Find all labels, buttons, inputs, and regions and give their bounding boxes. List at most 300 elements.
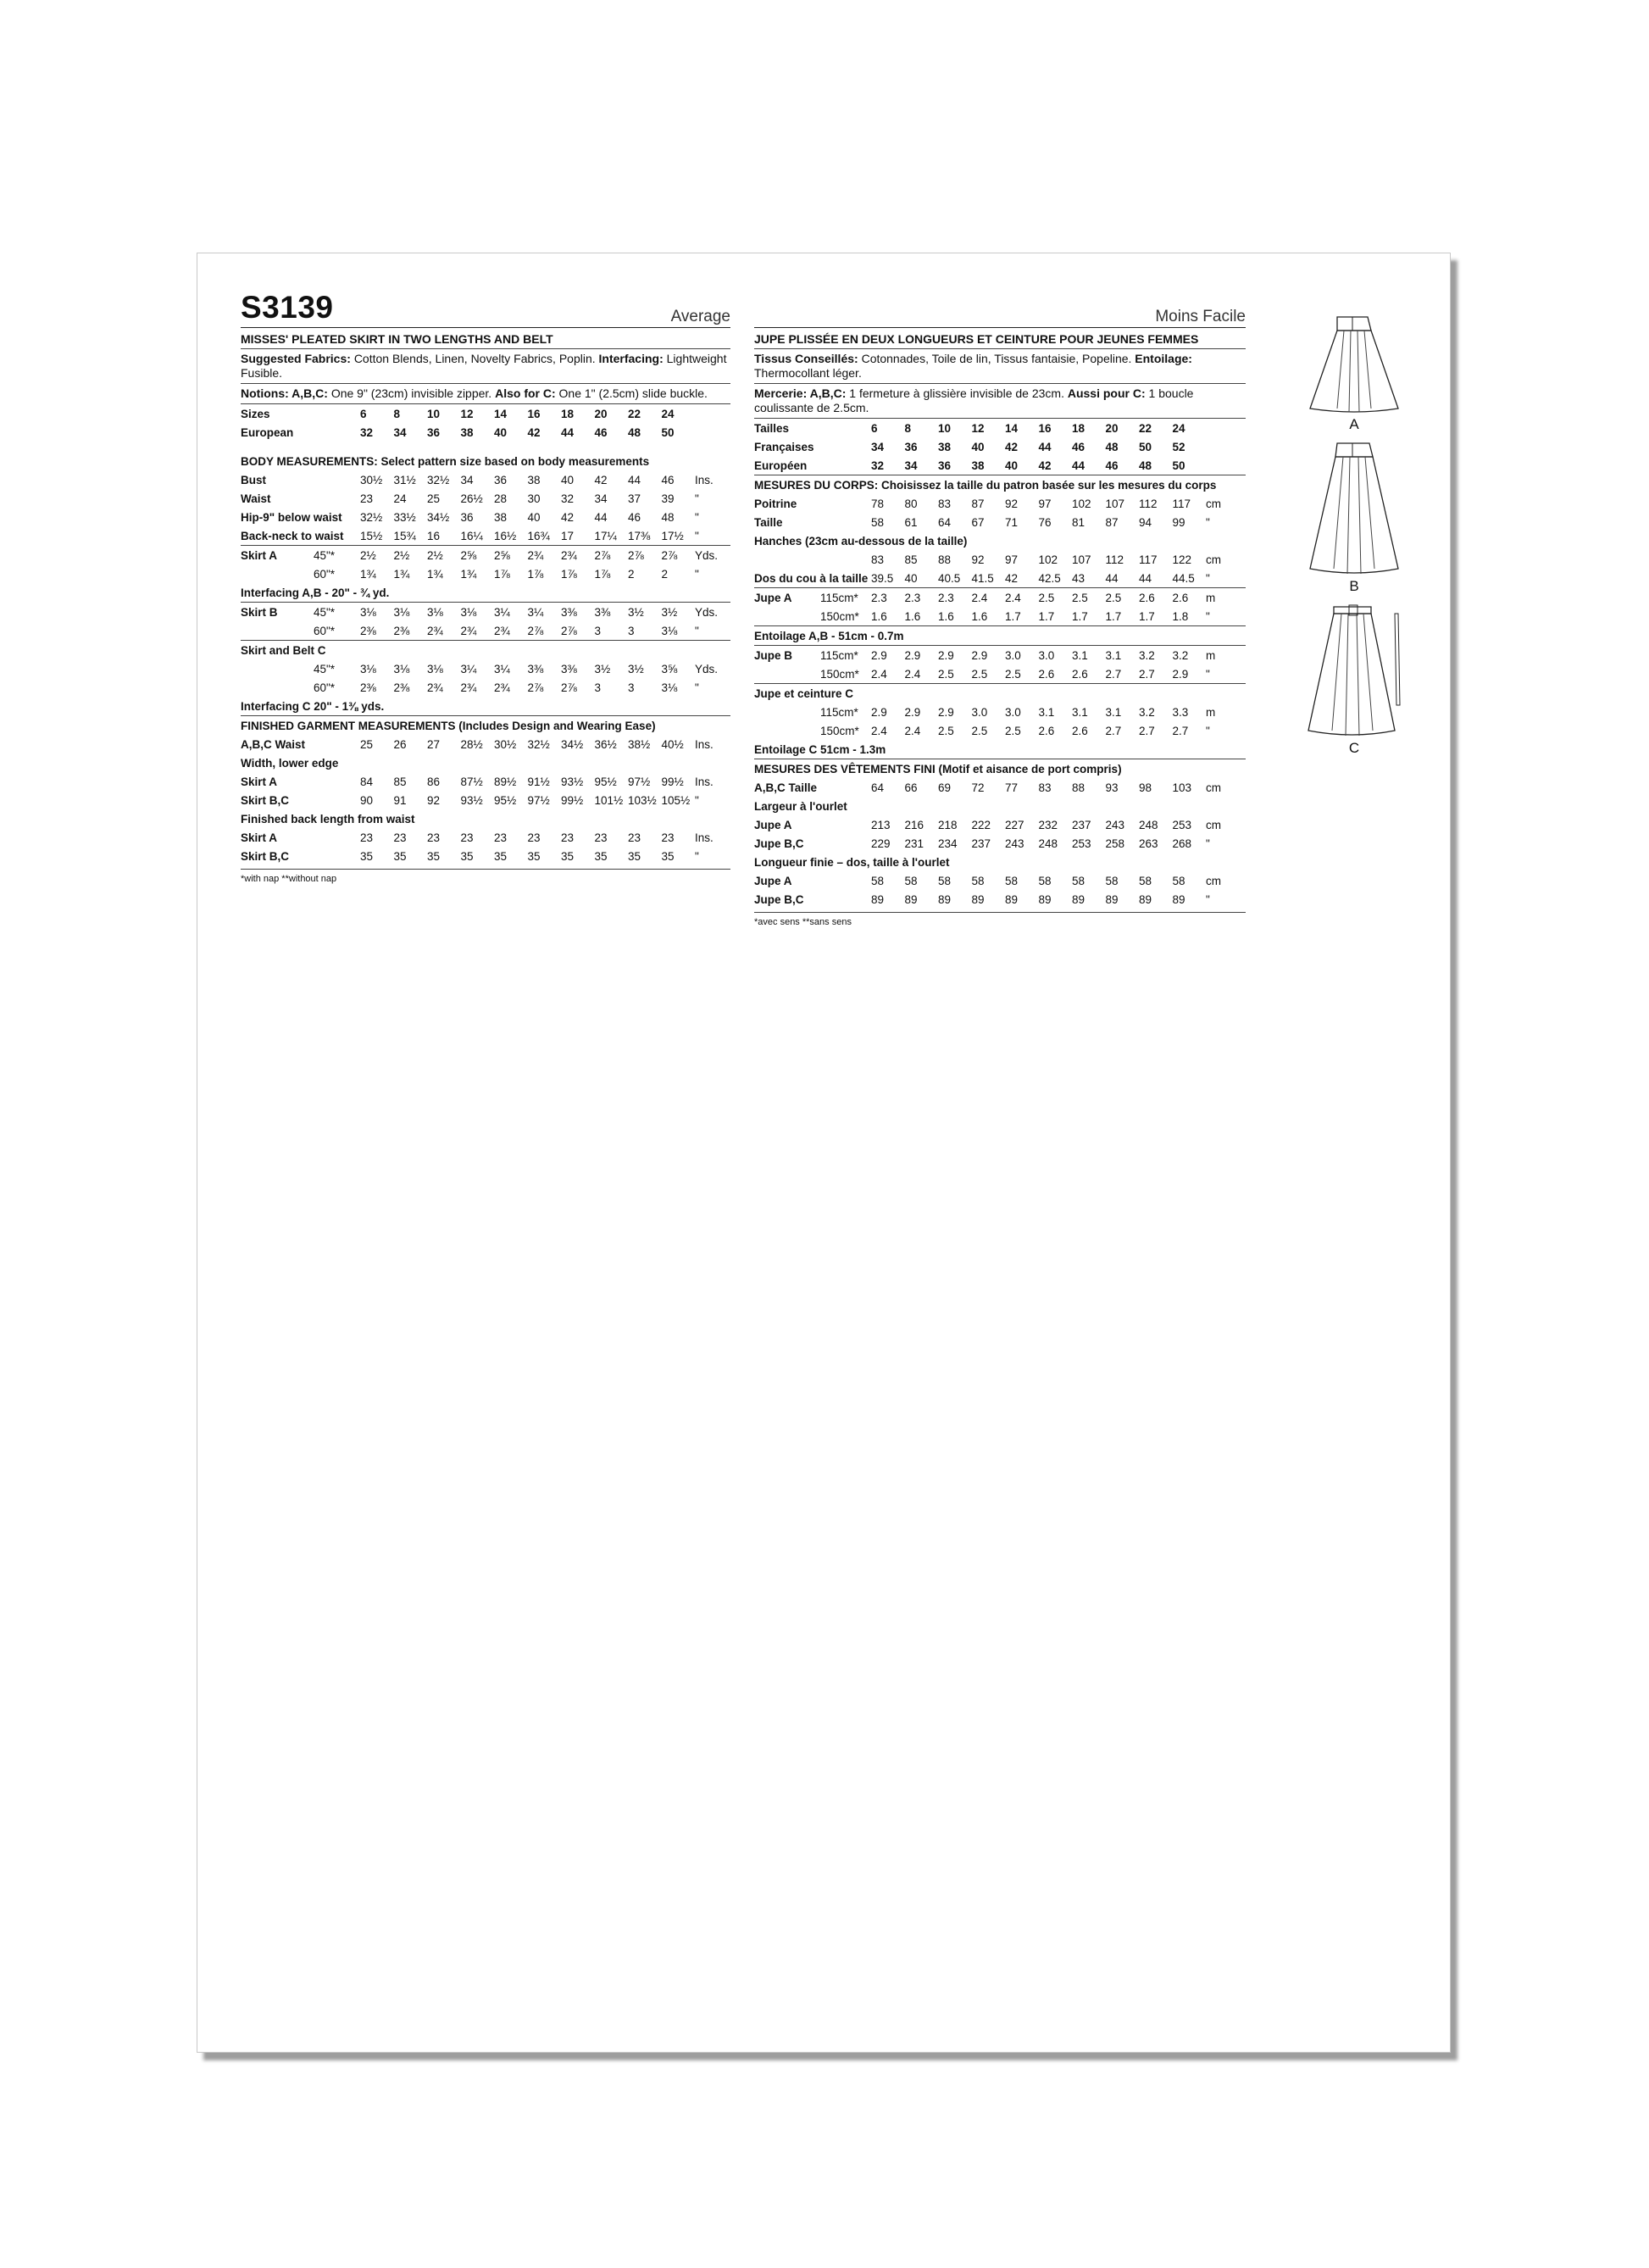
size-value: 44 <box>1139 571 1152 585</box>
unit: m <box>1206 588 1246 608</box>
size-value: 48 <box>1139 459 1152 472</box>
row-label: A,B,C Taille <box>754 781 818 794</box>
size-value: 1.8 <box>1172 609 1189 623</box>
fabric-width: 45"* <box>314 546 360 565</box>
unit: Yds. <box>695 603 730 622</box>
size-value: 248 <box>1038 837 1058 850</box>
size-value: 3.0 <box>1005 705 1021 719</box>
unit: Ins. <box>695 831 713 844</box>
table-row <box>754 437 1246 456</box>
table-row <box>241 678 730 697</box>
size-value: 3.1 <box>1072 646 1106 665</box>
view-a-label: A <box>1349 416 1359 432</box>
size-value: 2¾ <box>494 624 510 637</box>
size-value: 38 <box>494 510 508 524</box>
size-value: 35 <box>661 849 675 863</box>
table-row <box>754 759 1246 779</box>
size-value: 42 <box>1005 440 1019 453</box>
size-value: 38½ <box>628 737 651 751</box>
pattern-title: MISSES' PLEATED SKIRT IN TWO LENGTHS AND BELT <box>241 328 730 349</box>
size-value: 2⅜ <box>360 624 376 637</box>
pattern-code: S3139 <box>241 290 334 325</box>
size-value: 69 <box>938 781 952 794</box>
size-value: 46 <box>1105 459 1119 472</box>
size-value: 10 <box>938 421 952 435</box>
section-heading: Hanches (23cm au-dessous de la taille) <box>754 534 968 548</box>
table-row <box>241 791 730 809</box>
size-value: 88 <box>938 553 952 566</box>
size-value: 16¾ <box>527 529 550 542</box>
size-value: 1.7 <box>1005 609 1021 623</box>
size-value: 91½ <box>527 775 550 788</box>
unit: " <box>695 849 699 863</box>
size-value: 2.4 <box>972 588 1006 608</box>
size-value: 6 <box>871 421 878 435</box>
row-label: Poitrine <box>754 497 797 510</box>
size-value: 3.2 <box>1173 646 1207 665</box>
size-value: 1.7 <box>1139 609 1155 623</box>
table-row <box>241 828 730 847</box>
size-value: 35 <box>494 849 508 863</box>
size-value: 227 <box>1005 818 1024 831</box>
size-value: 34½ <box>427 510 450 524</box>
unit: " <box>1206 667 1210 681</box>
size-value: 3 <box>628 624 635 637</box>
notions-also-label: Also for C: <box>495 386 556 400</box>
size-value: 46 <box>661 473 675 486</box>
size-value: 66 <box>904 781 918 794</box>
size-value: 40½ <box>661 737 684 751</box>
fabric-width <box>314 847 360 865</box>
size-value: 2 <box>628 567 635 581</box>
size-value: 3¼ <box>494 662 510 675</box>
size-value: 89 <box>1038 892 1052 906</box>
size-value: 48 <box>661 510 675 524</box>
size-value: 2.6 <box>1139 588 1173 608</box>
fabric-width <box>314 772 360 791</box>
size-value: 1.6 <box>971 609 988 623</box>
size-value: 52 <box>1172 440 1185 453</box>
size-value: 232 <box>1038 818 1058 831</box>
size-value: 26 <box>393 737 407 751</box>
fabric-width <box>820 437 871 456</box>
unit: " <box>1206 571 1210 585</box>
notions-also-text-fr: 1 boucle coulissante de 2.5cm. <box>754 386 1194 414</box>
size-value: 89 <box>871 892 885 906</box>
notions-label-fr: Mercerie: A,B,C: <box>754 386 847 400</box>
size-value: 35 <box>527 849 541 863</box>
section-heading: BODY MEASUREMENTS: Select pattern size based on body measurements <box>241 454 650 468</box>
size-value: 97½ <box>527 793 550 807</box>
size-value: 14 <box>1005 421 1019 435</box>
size-value: 2¾ <box>427 624 443 637</box>
size-value: 18 <box>1072 421 1085 435</box>
size-value: 3.2 <box>1139 705 1155 719</box>
size-value: 28½ <box>460 737 483 751</box>
size-value: 23 <box>594 831 608 844</box>
section-heading: Longueur finie – dos, taille à l'ourlet <box>754 855 950 869</box>
size-value: 2½ <box>394 546 428 565</box>
size-value: 58 <box>1172 874 1185 887</box>
size-value: 3⅜ <box>595 603 629 622</box>
unit: " <box>1206 609 1210 623</box>
size-value: 67 <box>971 515 985 529</box>
size-value: 2 <box>661 567 669 581</box>
unit: m <box>1206 646 1246 665</box>
pattern-title-fr: JUPE PLISSÉE EN DEUX LONGUEURS ET CEINTURE POUR JEUNES FEMMES <box>754 328 1246 349</box>
size-value: 107 <box>1072 553 1091 566</box>
fabric-width <box>820 419 871 437</box>
size-value: 88 <box>1072 781 1085 794</box>
fabrics-section-fr <box>754 349 1246 384</box>
size-value: 2.5 <box>938 667 954 681</box>
table-row <box>241 697 730 716</box>
size-value: 3⅛ <box>427 603 461 622</box>
row-label <box>241 678 314 697</box>
fabric-width <box>820 834 871 853</box>
size-value: 97 <box>1005 553 1019 566</box>
size-value: 18 <box>561 407 575 420</box>
size-value: 112 <box>1105 553 1124 566</box>
size-value: 218 <box>938 818 958 831</box>
size-value: 64 <box>871 781 885 794</box>
size-value: 112 <box>1139 497 1158 510</box>
fabric-width <box>820 456 871 475</box>
size-value: 95½ <box>494 793 517 807</box>
row-label: A,B,C Waist <box>241 737 306 751</box>
row-label: Skirt A <box>241 831 278 844</box>
size-value: 14 <box>494 407 508 420</box>
size-value: 32 <box>871 459 885 472</box>
table-row <box>241 404 730 423</box>
row-label <box>754 721 820 740</box>
fabrics-label-fr: Tissus Conseillés: <box>754 352 858 365</box>
size-value: 16 <box>527 407 541 420</box>
fabric-width: 150cm* <box>820 667 859 681</box>
section-heading: Jupe et ceinture C <box>754 684 1246 703</box>
table-row <box>241 442 730 452</box>
notions-also-text: One 1" (2.5cm) slide buckle. <box>558 386 708 400</box>
table-row <box>241 603 730 622</box>
size-value: 36½ <box>594 737 617 751</box>
size-value: 58 <box>871 515 885 529</box>
size-value: 2¾ <box>561 546 595 565</box>
size-value: 222 <box>971 818 991 831</box>
size-value: 41.5 <box>971 571 994 585</box>
size-value: 44 <box>594 510 608 524</box>
table-row <box>754 475 1246 495</box>
size-value: 64 <box>938 515 952 529</box>
unit: m <box>1206 705 1216 719</box>
size-value: 38 <box>527 473 541 486</box>
size-value: 3⅝ <box>661 662 678 675</box>
table-row <box>754 664 1246 684</box>
size-value: 89 <box>1139 892 1152 906</box>
size-value: 3.1 <box>1038 705 1055 719</box>
size-value: 3½ <box>594 662 611 675</box>
size-value: 3.2 <box>1139 646 1173 665</box>
size-value: 89 <box>1105 892 1119 906</box>
row-label: Waist <box>241 492 271 505</box>
row-label: Jupe B,C <box>754 892 804 906</box>
section-heading: Entoilage C 51cm - 1.3m <box>754 742 886 756</box>
size-value: 2.9 <box>972 646 1006 665</box>
fabric-width <box>314 735 360 753</box>
size-value: 2¾ <box>460 681 477 694</box>
size-value: 2⅜ <box>360 681 376 694</box>
table-row <box>754 703 1246 721</box>
size-value: 2⅞ <box>561 624 577 637</box>
size-value: 2.5 <box>1039 588 1073 608</box>
size-value: 2¾ <box>427 681 443 694</box>
size-value: 42 <box>527 425 541 439</box>
size-value: 2.7 <box>1105 724 1122 737</box>
notions-label: Notions: A,B,C: <box>241 386 328 400</box>
row-label: Bust <box>241 473 266 486</box>
size-value: 2.5 <box>1005 667 1021 681</box>
view-drawings <box>1303 315 1405 765</box>
size-chart-fr <box>754 419 1246 909</box>
size-value: 33½ <box>393 510 416 524</box>
unit: " <box>695 624 699 637</box>
size-value: 2⅜ <box>393 624 410 637</box>
size-value: 93½ <box>561 775 584 788</box>
size-value: 3⅛ <box>393 662 410 675</box>
size-value: 2.5 <box>938 724 954 737</box>
unit: Ins. <box>695 775 713 788</box>
size-value: 17 <box>561 529 575 542</box>
row-label <box>754 607 820 626</box>
size-value: 32½ <box>527 737 550 751</box>
size-value: 23 <box>561 831 575 844</box>
size-value: 2.4 <box>1005 588 1039 608</box>
size-value: 58 <box>1105 874 1119 887</box>
fabric-width <box>314 423 360 442</box>
size-value: 40 <box>527 510 541 524</box>
table-row <box>241 716 730 736</box>
table-row <box>241 659 730 678</box>
size-value: 231 <box>904 837 924 850</box>
size-value: 3.1 <box>1072 705 1088 719</box>
size-value: 16 <box>1038 421 1052 435</box>
size-value: 12 <box>460 407 474 420</box>
size-value: 2.3 <box>905 588 939 608</box>
size-value: 248 <box>1139 818 1158 831</box>
size-value: 2½ <box>360 546 394 565</box>
size-value: 2⅝ <box>494 546 528 565</box>
view-a-drawing <box>1303 315 1405 433</box>
size-value: 2.9 <box>938 705 954 719</box>
difficulty-level-fr: Moins Facile <box>1155 308 1246 325</box>
size-value: 117 <box>1172 497 1191 510</box>
row-label: Jupe A <box>754 818 792 831</box>
size-value: 23 <box>360 492 374 505</box>
size-value: 2.9 <box>871 705 887 719</box>
size-value: 83 <box>1038 781 1052 794</box>
size-value: 23 <box>393 831 407 844</box>
size-value: 3¼ <box>494 603 528 622</box>
table-row <box>754 797 1246 815</box>
size-value: 2⅞ <box>527 681 544 694</box>
size-value: 103 <box>1172 781 1192 794</box>
size-value: 43 <box>1072 571 1085 585</box>
table-row <box>754 778 1246 797</box>
size-value: 17½ <box>661 529 684 542</box>
fabric-width: 115cm* <box>820 588 871 608</box>
size-value: 35 <box>561 849 575 863</box>
table-row <box>754 626 1246 646</box>
size-value: 58 <box>971 874 985 887</box>
fabric-width <box>820 513 871 531</box>
size-value: 50 <box>1172 459 1185 472</box>
size-value: 35 <box>393 849 407 863</box>
size-value: 89 <box>938 892 952 906</box>
size-value: 34 <box>904 459 918 472</box>
size-value: 1⅞ <box>561 567 577 581</box>
size-value: 213 <box>871 818 891 831</box>
size-value: 1.7 <box>1105 609 1122 623</box>
size-value: 36 <box>938 459 952 472</box>
size-value: 34 <box>460 473 474 486</box>
size-value: 89 <box>1172 892 1185 906</box>
fabric-width: 60"* <box>314 681 336 694</box>
size-value: 40 <box>904 571 918 585</box>
fabric-width <box>820 550 871 569</box>
size-value: 81 <box>1072 515 1085 529</box>
size-value: 35 <box>360 849 374 863</box>
english-column <box>241 290 730 884</box>
size-value: 1¾ <box>460 567 477 581</box>
size-value: 32 <box>360 425 374 439</box>
size-value: 3⅛ <box>394 603 428 622</box>
size-value: 3¼ <box>528 603 562 622</box>
size-value: 2.4 <box>904 724 921 737</box>
size-value: 10 <box>427 407 441 420</box>
table-row <box>754 550 1246 569</box>
size-value: 8 <box>393 407 401 420</box>
size-value: 86 <box>427 775 441 788</box>
size-value: 1.6 <box>938 609 954 623</box>
size-value: 23 <box>360 831 374 844</box>
row-spacer <box>241 442 730 452</box>
fabrics-text: Cotton Blends, Linen, Novelty Fabrics, Poplin. <box>353 352 596 365</box>
unit: cm <box>1206 781 1221 794</box>
fabric-width: 115cm* <box>820 705 858 719</box>
table-row <box>754 684 1246 703</box>
size-value: 105½ <box>661 793 691 807</box>
size-value: 40 <box>561 473 575 486</box>
size-value: 3⅜ <box>561 603 595 622</box>
size-value: 2.7 <box>1105 667 1122 681</box>
size-value: 44 <box>1072 459 1085 472</box>
size-value: 34 <box>594 492 608 505</box>
unit: cm <box>1206 497 1221 510</box>
fabric-width: 45"* <box>314 603 360 622</box>
fabric-width <box>820 815 871 834</box>
unit: " <box>1206 892 1210 906</box>
size-value: 2.9 <box>905 646 939 665</box>
size-value: 85 <box>904 553 918 566</box>
size-value: 23 <box>527 831 541 844</box>
size-value: 83 <box>938 497 952 510</box>
table-row <box>241 621 730 641</box>
size-value: 23 <box>494 831 508 844</box>
size-value: 36 <box>460 510 474 524</box>
size-value: 40.5 <box>938 571 961 585</box>
table-row <box>241 583 730 603</box>
table-row <box>754 569 1246 588</box>
fabric-width: 45"* <box>314 662 336 675</box>
size-value: 32½ <box>427 473 450 486</box>
size-value: 3 <box>628 681 635 694</box>
size-value: 94 <box>1139 515 1152 529</box>
size-value: 61 <box>904 515 918 529</box>
fabric-width <box>314 404 360 423</box>
size-value: 2.3 <box>871 588 905 608</box>
size-value: 2.5 <box>971 724 988 737</box>
table-row <box>241 546 730 565</box>
table-row <box>754 721 1246 740</box>
size-value: 30½ <box>360 473 383 486</box>
table-row <box>754 494 1246 513</box>
size-value: 2.6 <box>1072 667 1088 681</box>
row-label: Jupe A <box>754 588 820 608</box>
table-row <box>241 847 730 865</box>
size-value: 3.1 <box>1105 705 1122 719</box>
size-value: 16¼ <box>460 529 483 542</box>
size-value: 6 <box>360 407 367 420</box>
table-row <box>241 452 730 470</box>
size-value: 3⅛ <box>360 603 394 622</box>
unit: cm <box>1206 874 1221 887</box>
row-label <box>754 664 820 684</box>
unit <box>695 423 730 442</box>
size-value: 234 <box>938 837 958 850</box>
size-value: 32 <box>561 492 575 505</box>
size-value: 122 <box>1172 553 1192 566</box>
size-value: 2⅞ <box>561 681 577 694</box>
view-c-label: C <box>1348 740 1360 756</box>
size-value: 78 <box>871 497 885 510</box>
size-value: 3.1 <box>1106 646 1140 665</box>
table-row <box>241 641 730 660</box>
size-value: 58 <box>1005 874 1019 887</box>
fabric-width <box>820 890 871 909</box>
unit: Yds. <box>695 546 730 565</box>
size-value: 36 <box>904 440 918 453</box>
size-value: 38 <box>971 459 985 472</box>
notions-also-label-fr: Aussi pour C: <box>1067 386 1146 400</box>
table-row <box>241 735 730 753</box>
section-heading: Entoilage A,B - 51cm - 0.7m <box>754 626 1246 646</box>
table-row <box>754 588 1246 608</box>
skirt-a-icon <box>1303 315 1405 415</box>
size-value: 15¾ <box>393 529 416 542</box>
size-value: 92 <box>427 793 441 807</box>
size-value: 2.9 <box>871 646 905 665</box>
unit: Ins. <box>695 473 713 486</box>
size-value: 30 <box>527 492 541 505</box>
size-value: 1⅞ <box>594 567 611 581</box>
row-label: Hip-9" below waist <box>241 510 342 524</box>
size-value: 16 <box>427 529 441 542</box>
size-value: 26½ <box>460 492 483 505</box>
size-value: 77 <box>1005 781 1019 794</box>
table-row <box>754 853 1246 871</box>
unit: Ins. <box>695 737 713 751</box>
table-row <box>241 809 730 828</box>
size-value: 3⅜ <box>561 662 577 675</box>
